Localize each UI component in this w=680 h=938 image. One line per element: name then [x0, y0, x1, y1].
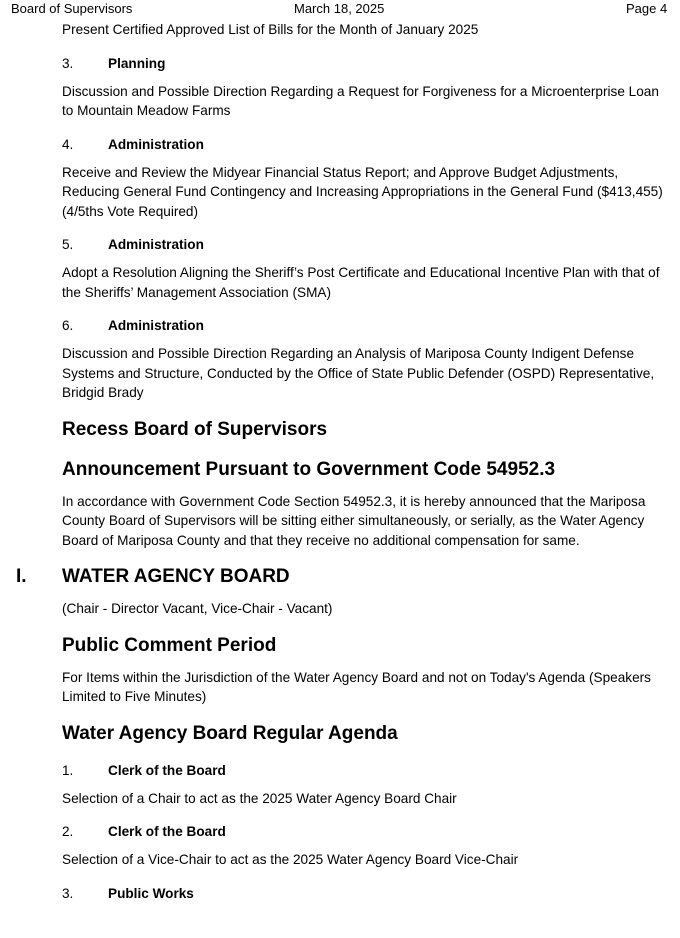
- recess-heading: Recess Board of Supervisors: [62, 418, 328, 440]
- water-agency-chairs: (Chair - Director Vacant, Vice-Chair - Vacant): [62, 601, 333, 616]
- item-description: Selection of a Vice-Chair to act as the 2025 Water Agency Board Vice-Chair: [62, 852, 519, 867]
- item-number: 1.: [62, 762, 74, 778]
- item-department: Public Works: [108, 885, 194, 901]
- agenda-item-header: [62, 316, 668, 335]
- item-description: Discussion and Possible Direction Regarding a Request for Forgiveness for a Microenterprise Loan to Mountain Meadow Farms: [62, 83, 659, 118]
- section-numeral: I.: [16, 566, 27, 587]
- item-number: 6.: [62, 318, 74, 333]
- agenda-content: [62, 20, 668, 903]
- agenda-item-header: [62, 884, 668, 903]
- announcement-text: In accordance with Government Code Section 54952.3, it is hereby announced that the Mariposa County Board of Supervisors will be sitting either simultaneously, or serially, as the Water Agency Board of Mariposa County and that they receive no additional compensation for same.: [62, 493, 646, 548]
- item-department: Planning: [108, 55, 166, 71]
- item-department: Administration: [108, 136, 204, 152]
- item-description: Selection of a Chair to act as the 2025 Water Agency Board Chair: [62, 790, 457, 806]
- item-number: 5.: [62, 237, 74, 252]
- agenda-item-header: [62, 761, 668, 780]
- item-description: Receive and Review the Midyear Financial Status Report; and Approve Budget Adjustments, Reducing General Fund Contingency and Increasing Appropriations in the General Fund ($413,455) (4/5ths Vote Required): [62, 164, 663, 219]
- item-number: 2.: [62, 824, 74, 839]
- public-comment-text: For Items within the Jurisdiction of the Water Agency Board and not on Today's Agenda (Speakers Limited to Five Minutes): [62, 669, 651, 704]
- item-department: Clerk of the Board: [108, 824, 226, 839]
- item-department: Clerk of the Board: [108, 762, 226, 778]
- item-department: Administration: [108, 318, 204, 333]
- header-page-number: Page 4: [626, 1, 668, 16]
- item-number: 4.: [62, 136, 74, 152]
- item-number: 3.: [62, 55, 74, 71]
- header-board-name: Board of Supervisors: [11, 1, 133, 16]
- header-date: March 18, 2025: [294, 1, 385, 16]
- item-description: Present Certified Approved List of Bills for the Month of January 2025: [62, 22, 479, 37]
- regular-agenda-heading: Water Agency Board Regular Agenda: [62, 722, 398, 744]
- item-description: Adopt a Resolution Aligning the Sheriff’s Post Certificate and Educational Incentive Plan with that of the Sheriffs’ Management Association (SMA): [62, 265, 660, 300]
- item-description: Discussion and Possible Direction Regarding an Analysis of Mariposa County Indigent Defense Systems and Structure, Conducted by the Office of State Public Defender (OSPD) Representative, Bridgid Brady: [62, 346, 655, 400]
- item-department: Administration: [108, 237, 204, 252]
- agenda-item-header: [62, 135, 668, 154]
- announcement-heading: Announcement Pursuant to Government Code 54952.3: [62, 458, 556, 480]
- public-comment-heading: Public Comment Period: [62, 634, 277, 656]
- item-number: 3.: [62, 885, 74, 901]
- agenda-item-header: [62, 235, 668, 254]
- agenda-item-header: [62, 822, 668, 841]
- water-agency-heading: WATER AGENCY BOARD: [62, 566, 290, 587]
- agenda-item-header: [62, 54, 668, 73]
